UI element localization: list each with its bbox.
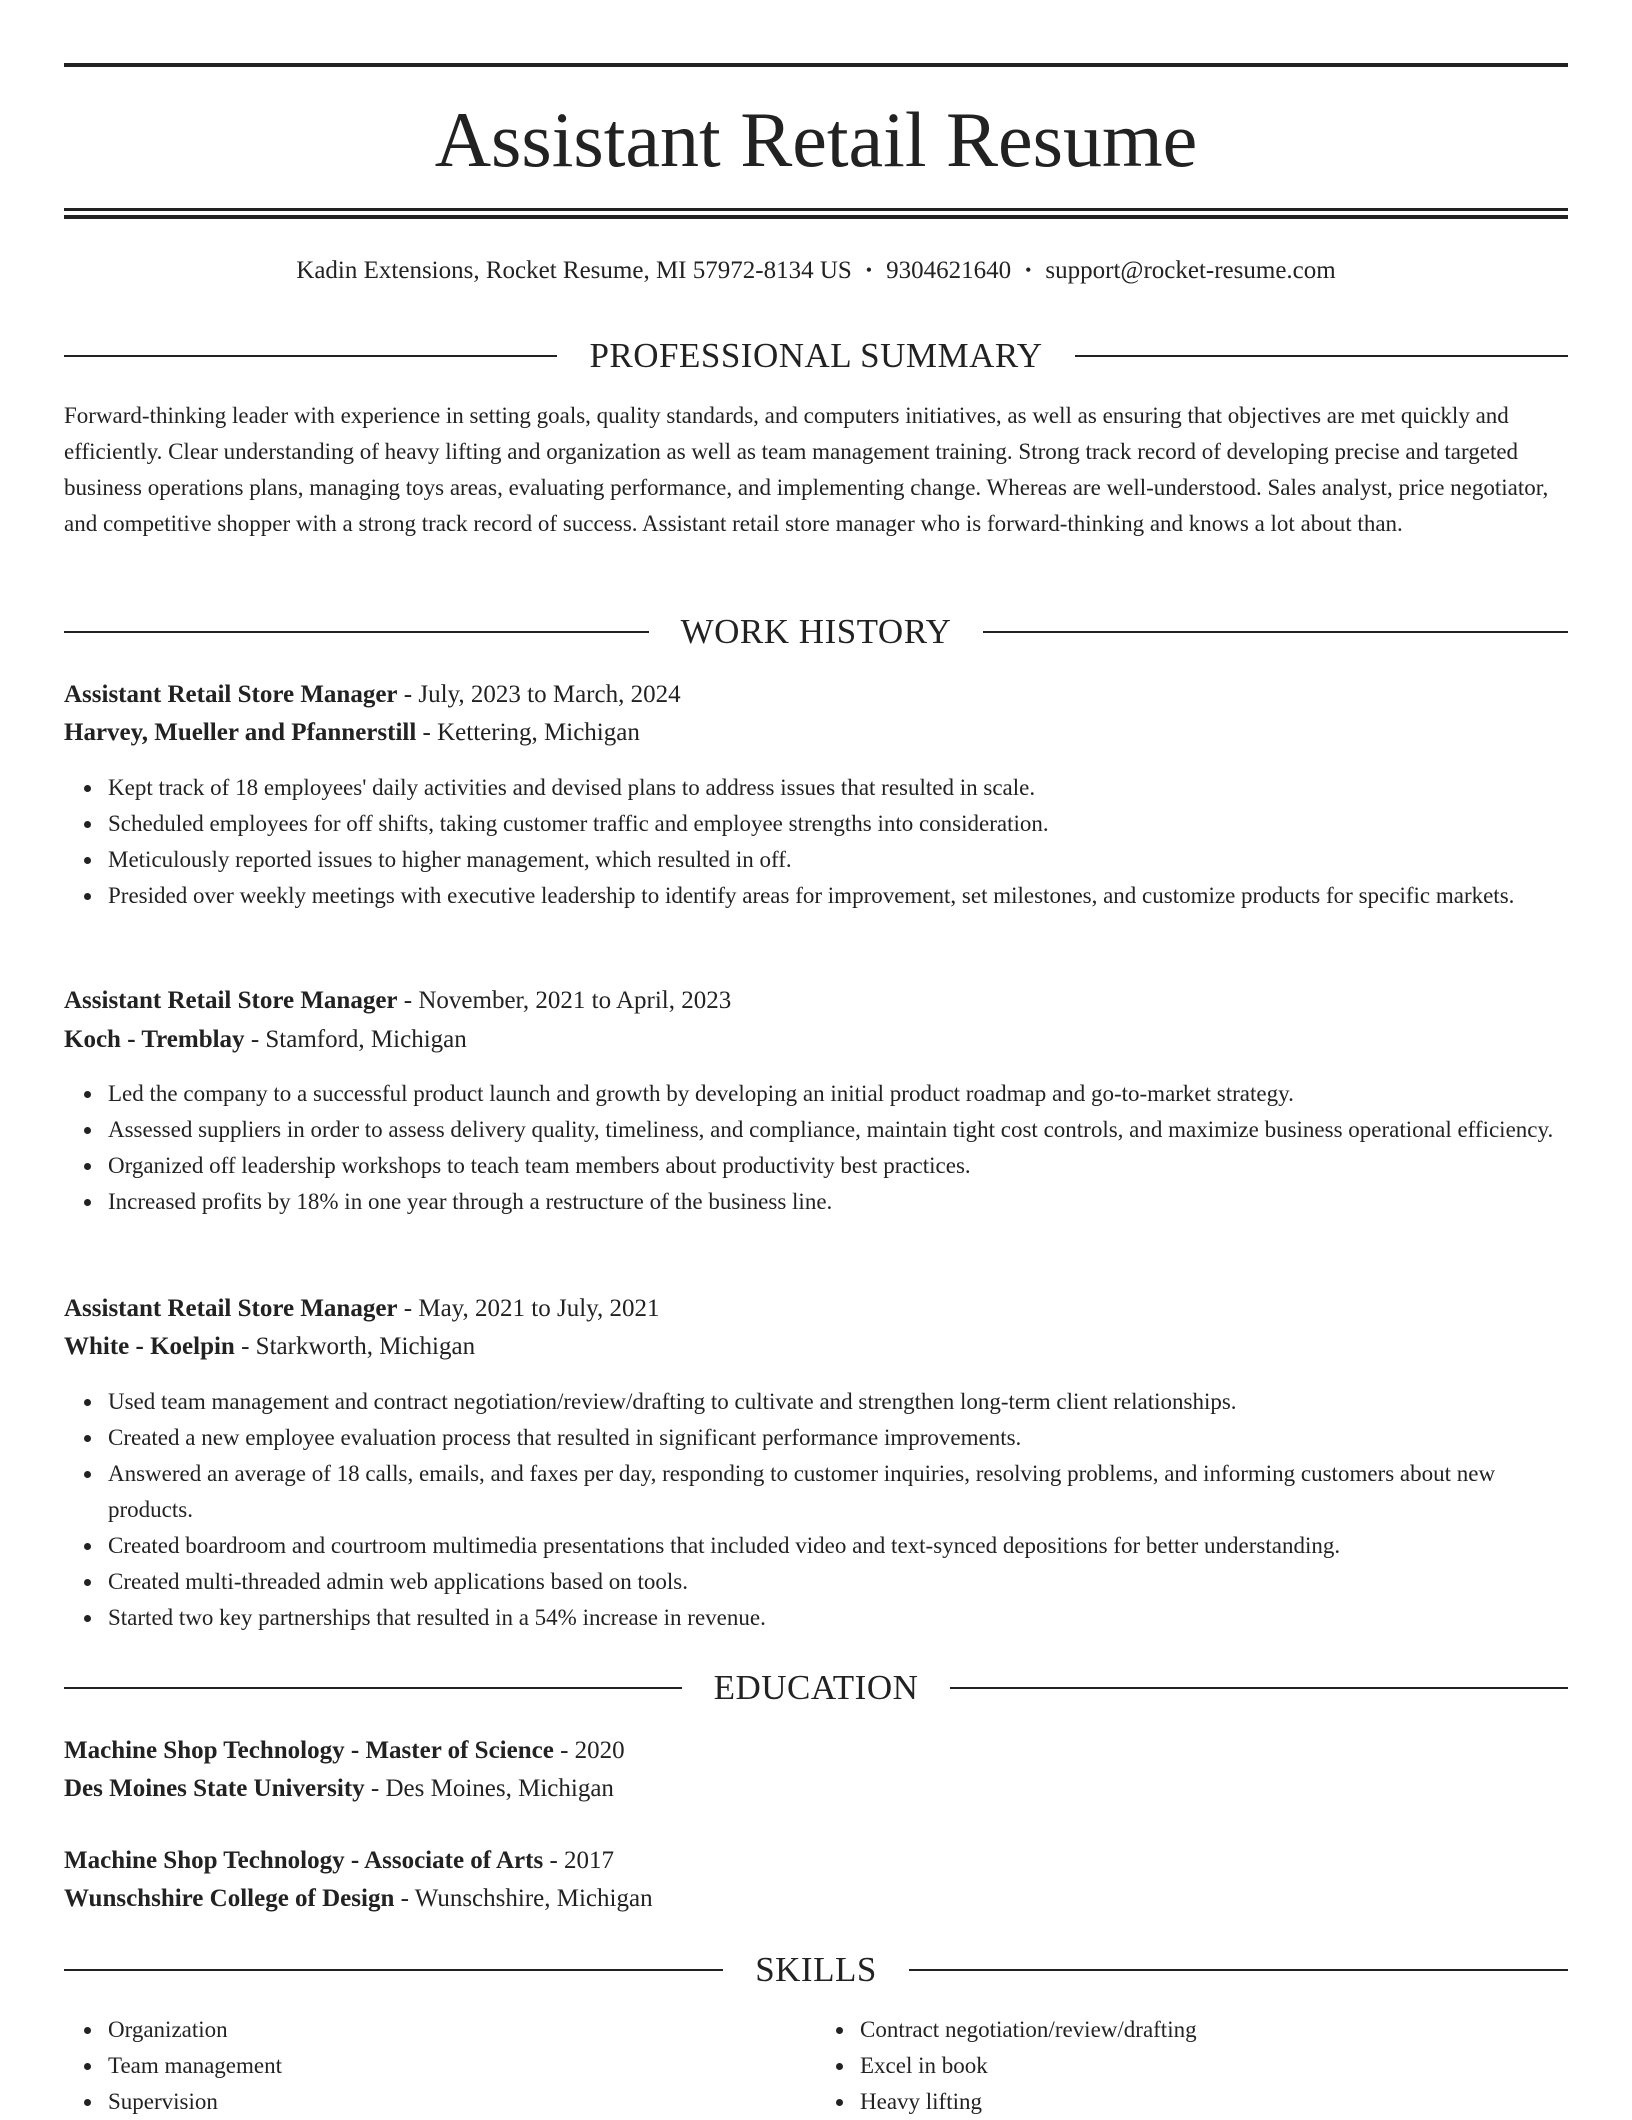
header-double-rule-upper [64,208,1568,211]
contact-phone: 9304621640 [886,257,1012,284]
list-item: Led the company to a successful product launch and growth by developing an initial product roadmap and go-to-market strategy. [108,1076,1568,1112]
job-dates: - May, 2021 to July, 2021 [397,1295,660,1322]
education-heading [64,1668,1568,1708]
job-company: White - Koelpin [64,1333,235,1360]
work-history-heading [64,612,1568,652]
education-school: Wunschshire College of Design [64,1885,395,1912]
skill-item: Supervision [108,2084,816,2120]
job-bullets [64,1384,1568,1636]
skill-item: Excel in book [860,2048,1568,2084]
job-title-line [64,1291,1568,1327]
education-school-line [64,1881,1568,1917]
job-location: - Stamford, Michigan [244,1026,467,1053]
list-item: Presided over weekly meetings with executive leadership to identify areas for improvement, set milestones, and customize products for specific markets. [108,878,1568,914]
header-double-rule-lower [64,215,1568,219]
resume-title: Assistant Retail Resume [434,96,1198,183]
skill-item: Organization [108,2012,816,2048]
contact-separator: • [1025,260,1032,280]
skill-item: Team management [108,2048,816,2084]
skill-item: Contract negotiation/review/drafting [860,2012,1568,2048]
job-location: - Starkworth, Michigan [234,1333,476,1360]
heading-rule [64,1687,682,1689]
list-item: Created a new employee evaluation process that resulted in significant performance improvements. [108,1420,1568,1456]
job-bullets [64,770,1568,914]
list-item: Created boardroom and courtroom multimedia presentations that included video and text-synced depositions for better understanding. [108,1528,1568,1564]
education-heading-title: EDUCATION [713,1668,919,1707]
education-location: - Des Moines, Michigan [364,1775,614,1802]
contact-address: Kadin Extensions, Rocket Resume, MI 57972-8134 US [296,257,852,284]
heading-rule [983,631,1568,633]
contact-email: support@rocket-resume.com [1045,257,1336,284]
education-degree-line [64,1843,1568,1879]
job-title: Assistant Retail Store Manager [64,681,398,708]
list-item: Meticulously reported issues to higher management, which resulted in off. [108,842,1568,878]
job-dates: - November, 2021 to April, 2023 [397,987,732,1014]
job-title: Assistant Retail Store Manager [64,987,398,1014]
skills-columns [64,2012,1568,2120]
summary-heading-title: PROFESSIONAL SUMMARY [589,336,1043,375]
contact-separator: • [865,260,873,280]
job-company: Koch - Tremblay [64,1026,245,1053]
education-degree: Machine Shop Technology - Master of Science [64,1737,554,1764]
list-item: Created multi-threaded admin web applications based on tools. [108,1564,1568,1600]
list-item: Organized off leadership workshops to teach team members about productivity best practices. [108,1148,1568,1184]
job-location: - Kettering, Michigan [416,719,640,746]
job-title: Assistant Retail Store Manager [64,1295,398,1322]
skill-item: Heavy lifting [860,2084,1568,2120]
skills-list-right [816,2012,1568,2120]
summary-heading [64,336,1568,376]
list-item: Answered an average of 18 calls, emails, and faxes per day, responding to customer inquiries, resolving problems, and informing customers about new products. [108,1456,1568,1528]
job-company-line [64,715,1568,751]
education-school: Des Moines State University [64,1775,365,1802]
skills-heading-title: SKILLS [755,1950,877,1989]
heading-rule [64,355,557,357]
list-item: Assessed suppliers in order to assess delivery quality, timeliness, and compliance, maintain tight cost controls, and maximize business operational efficiency. [108,1112,1568,1148]
list-item: Kept track of 18 employees' daily activities and devised plans to address issues that resulted in scale. [108,770,1568,806]
summary-text: Forward-thinking leader with experience in setting goals, quality standards, and computers initiatives, as well as ensuring that objectives are met quickly and efficiently. Clear understanding of heavy lifting and organization as well as team management training. Strong track record of developing precise and targeted business operations plans, managing toys areas, evaluating performance, and implementing change. Whereas are well-understood. Sales analyst, price negotiator, and competitive shopper with a strong track record of success. Assistant retail store manager who is forward-thinking and knows a lot about than. [64,403,1549,536]
list-item: Started two key partnerships that resulted in a 54% increase in revenue. [108,1600,1568,1636]
job-bullets [64,1076,1568,1220]
job-title-line [64,983,1568,1019]
education-location: - Wunschshire, Michigan [394,1885,653,1912]
job-title-line [64,677,1568,713]
heading-rule [1075,355,1568,357]
list-item: Increased profits by 18% in one year through a restructure of the business line. [108,1184,1568,1220]
job-company-line [64,1022,1568,1058]
header-top-rule [64,63,1568,67]
education-school-line [64,1771,1568,1807]
education-year: - 2017 [543,1847,615,1874]
job-dates: - July, 2023 to March, 2024 [397,681,681,708]
education-year: - 2020 [553,1737,625,1764]
skills-heading [64,1950,1568,1990]
heading-rule [64,631,649,633]
education-degree: Machine Shop Technology - Associate of Arts [64,1847,544,1874]
skills-list-left [64,2012,816,2120]
contact-line [64,254,1568,289]
list-item: Scheduled employees for off shifts, taking customer traffic and employee strengths into consideration. [108,806,1568,842]
list-item: Used team management and contract negotiation/review/drafting to cultivate and strengthen long-term client relationships. [108,1384,1568,1420]
job-company-line [64,1329,1568,1365]
heading-rule [64,1969,723,1971]
heading-rule [909,1969,1568,1971]
job-company: Harvey, Mueller and Pfannerstill [64,719,417,746]
work-history-heading-title: WORK HISTORY [680,612,952,651]
heading-rule [950,1687,1568,1689]
education-degree-line [64,1733,1568,1769]
